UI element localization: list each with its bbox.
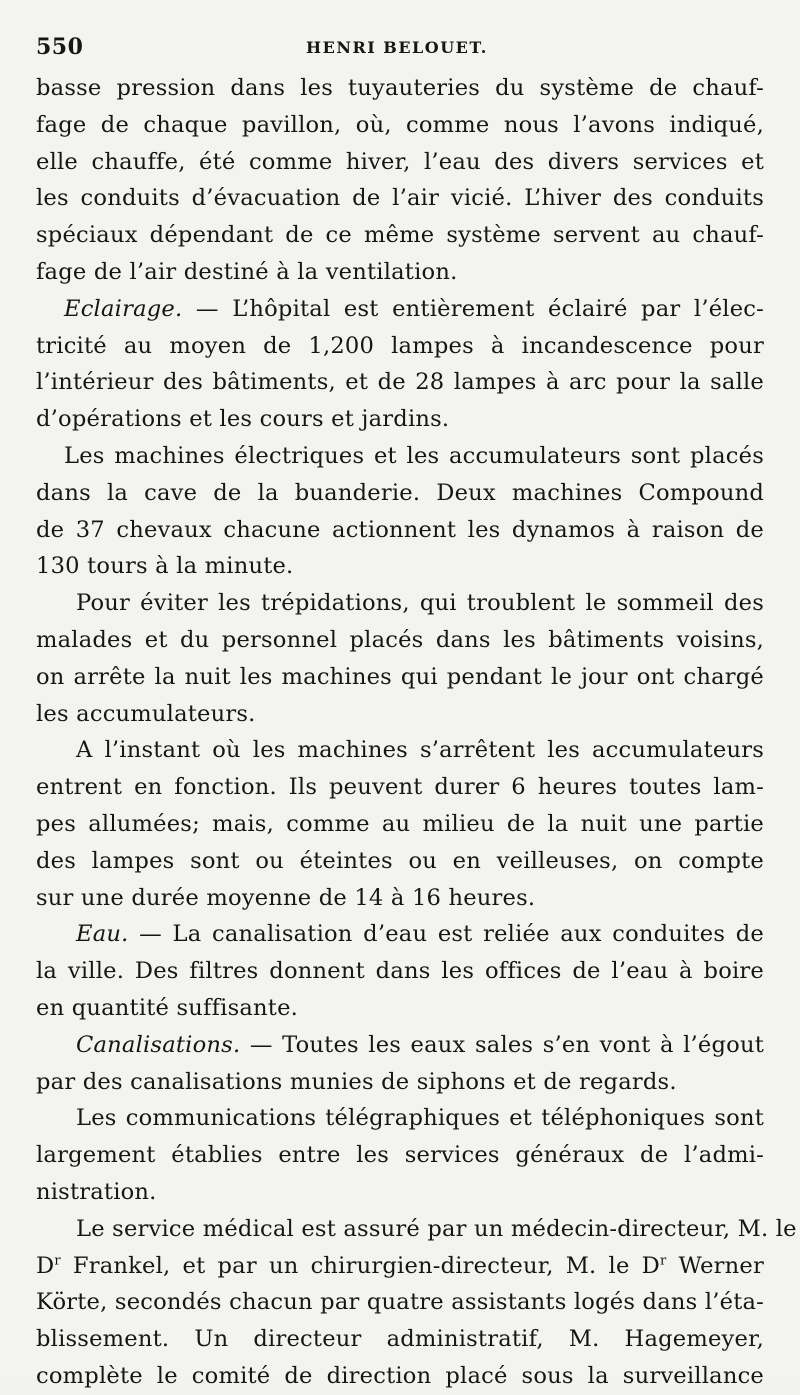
text-fragment: — La canalisation d’eau est reliée aux conduites de [128,921,764,948]
text-line: A l’instant où les machines s’arrêtent les accumulateurs [76,737,764,764]
text-line: Les communications télégraphiques et téléphoniques sont [76,1105,764,1132]
text-line: entrent en fonction. Ils peuvent durer 6 heures toutes lam- [36,774,764,801]
section-heading-canalisations: Canalisations. [76,1031,241,1058]
text-line: les accumulateurs. [36,700,256,727]
text-line: Le service médical est assuré par un médecin-directeur, M. le [76,1215,797,1242]
body-text [36,70,797,1395]
text-line: la ville. Des filtres donnent dans les offices de l’eau à boire [36,958,764,985]
text-fragment: Frankel, et par un chirurgien-directeur, M. le D [60,1252,660,1279]
text-line: blissement. Un directeur administratif, M. Hagemeyer, [36,1326,764,1353]
section-heading-eau: Eau. [76,921,129,948]
text-line: Les machines électriques et les accumulateurs sont placés [64,442,764,469]
text-line: l’intérieur des bâtiments, et de 28 lampes à arc pour la salle [36,369,764,396]
text-line: Körte, secondés chacun par quatre assistants logés dans l’éta- [36,1289,764,1316]
text-line: par des canalisations munies de siphons et de regards. [36,1068,677,1095]
text-line: dans la cave de la buanderie. Deux machines Compound [36,479,764,506]
text-line: des lampes sont ou éteintes ou en veilleuses, on compte [36,847,764,874]
text-line-doctors [36,1248,764,1285]
text-line: Pour éviter les trépidations, qui troublent le sommeil des [76,590,764,617]
superscript: r [54,1252,61,1268]
text-line: fage de chaque pavillon, où, comme nous l’avons indiqué, [36,111,764,138]
text-line: malades et du personnel placés dans les bâtiments voisins, [36,626,764,653]
section-heading-eclairage: Eclairage. [64,295,183,322]
text-line: complète le comité de direction placé sous la surveillance [36,1362,764,1389]
text-line: en quantité suffisante. [36,994,299,1021]
text-line: elle chauffe, été comme hiver, l’eau des divers services et [36,148,764,175]
text-fragment: — L’hôpital est entièrement éclairé par l’élec- [182,295,764,322]
text-line: on arrête la nuit les machines qui pendant le jour ont chargé [36,663,764,690]
text-line: sur une durée moyenne de 14 à 16 heures. [36,884,536,911]
text-line: les conduits d’évacuation de l’air vicié. L’hiver des conduits [36,185,764,212]
text-line: nistration. [36,1178,157,1205]
text-line: de 37 chevaux chacune actionnent les dynamos à raison de [36,516,764,543]
text-line: largement établies entre les services généraux de l’admi- [36,1142,764,1169]
text-line: pes allumées; mais, comme au milieu de la nuit une partie [36,810,764,837]
text-line-eau [36,916,764,953]
text-line-canalisations [36,1027,764,1064]
page-number: 550 [36,34,84,60]
page-header [36,34,764,60]
text-line: fage de l’air destiné à la ventilation. [36,258,458,285]
text-line: d’opérations et les cours et jardins. [36,406,450,433]
text-fragment: Werner [666,1252,764,1279]
superscript: r [659,1252,667,1268]
text-line: tricité au moyen de 1,200 lampes à incandescence pour [36,332,764,359]
text-line: spéciaux dépendant de ce même système servent au chauf- [36,222,764,249]
text-fragment: — Toutes les eaux sales s’en vont à l’égout [240,1031,764,1058]
text-fragment: D [36,1252,55,1279]
text-line: 130 tours à la minute. [36,553,294,580]
running-head: HENRI BELOUET. [306,38,488,57]
text-line-eclairage [36,291,764,328]
text-line: basse pression dans les tuyauteries du système de chauf- [36,75,764,101]
